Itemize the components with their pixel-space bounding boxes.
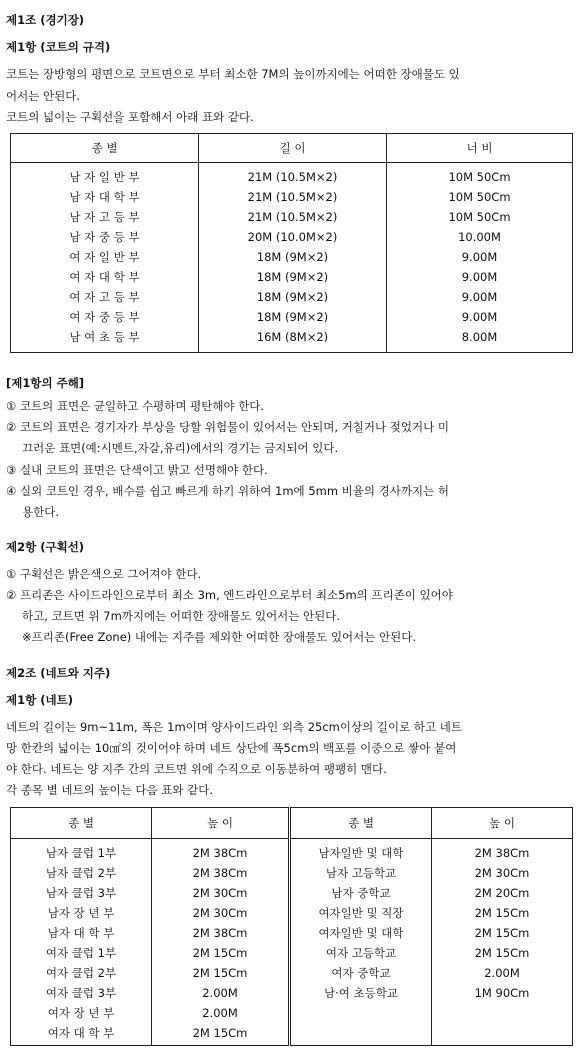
- table-header-cell: 종 별: [11, 134, 199, 163]
- table-cell: 2M 38Cm: [152, 923, 290, 943]
- table-body: [11, 163, 573, 353]
- table-cell: 남자 대 학 부: [11, 923, 152, 943]
- net-height-table: [10, 807, 573, 1046]
- table-cell: 여자 클럽 2부: [11, 963, 152, 983]
- table-cell: 여자 장 년 부: [11, 1003, 152, 1023]
- section2-line: ② 프리존은 사이드라인으로부터 최소 3m, 엔드라인으로부터 최소5m의 프리존이 있어야: [6, 588, 453, 602]
- table-cell: 10.00M: [458, 230, 501, 244]
- table-cell: 남·여 초등학교: [290, 983, 432, 1003]
- table-row: [11, 287, 573, 307]
- table-cell: 2M 15Cm: [152, 1023, 290, 1046]
- table-cell: 10M 50Cm: [448, 190, 511, 204]
- table-cell: 2M 30Cm: [152, 883, 290, 903]
- table-cell: 9.00M: [461, 250, 498, 264]
- table-cell: 2M 15Cm: [152, 943, 290, 963]
- table-cell: 남자일반 및 대학: [290, 839, 432, 864]
- table-row: [11, 903, 573, 923]
- table-header-row: [11, 808, 573, 839]
- table-row: [11, 163, 573, 188]
- table-cell: 남자 클럽 3부: [11, 883, 152, 903]
- table-cell: 2M 15Cm: [474, 926, 530, 940]
- section1-heading: 제1항 (코트의 규격): [6, 40, 111, 54]
- table-cell: 여 자 고 등 부: [11, 287, 199, 307]
- table-row: [11, 307, 573, 327]
- table-cell: 9.00M: [461, 290, 498, 304]
- paragraph-line: 코트의 넓이는 구획선을 포함해서 아래 표와 같다.: [6, 110, 254, 124]
- table-header-row: [11, 134, 573, 163]
- table-cell: 21M (10.5M×2): [199, 207, 387, 227]
- table-header-cell: 종 별: [290, 808, 432, 839]
- table-cell: 2M 15Cm: [474, 906, 530, 920]
- table-cell: 여자 고등학교: [290, 943, 432, 963]
- table-cell: 여자 중학교: [290, 963, 432, 983]
- net-paragraph-line: 각 종목 별 네트의 높이는 다음 표와 같다.: [6, 783, 213, 797]
- article1-heading: 제1조 (경기장): [6, 13, 85, 27]
- table-cell: 10M 50Cm: [448, 170, 511, 184]
- table-cell: 남 자 대 학 부: [11, 187, 199, 207]
- commentary-heading: [제1항의 주해]: [6, 376, 85, 390]
- section2-note: ※프리존(Free Zone) 내에는 지주를 제외한 어떠한 장애물도 있어서는 안된다.: [22, 630, 417, 644]
- table-cell: 여 자 중 등 부: [11, 307, 199, 327]
- table-row: [11, 983, 573, 1003]
- table-header-cell: 너 비: [387, 134, 573, 163]
- net-paragraph-line: 네트의 길이는 9m~11m, 폭은 1m이며 양사이드라인 외측 25cm이상의 길이로 하고 네트: [6, 720, 462, 734]
- table-cell: 9.00M: [461, 310, 498, 324]
- table-cell: 2M 30Cm: [474, 866, 530, 880]
- table-cell: [432, 1003, 573, 1023]
- table-cell: 여자일반 및 대학: [290, 923, 432, 943]
- table-row: [11, 267, 573, 287]
- commentary-line: ① 코트의 표면은 균일하고 수평하며 평탄해야 한다.: [6, 399, 265, 413]
- table-row: [11, 247, 573, 267]
- table-header-cell: 종 별: [11, 808, 152, 839]
- table-cell: 여 자 일 반 부: [11, 247, 199, 267]
- table-cell: 2.00M: [484, 966, 520, 980]
- table-cell: 남 여 초 등 부: [11, 327, 199, 353]
- table-cell: 18M (9M×2): [199, 247, 387, 267]
- net-paragraph-line: 망 한칸의 넓이는 10㎠의 것이어야 하며 네트 상단에 폭5cm의 백포를 이중으로 쌓아 붙여: [6, 741, 457, 755]
- table-cell: 남 자 중 등 부: [11, 227, 199, 247]
- table-cell: 2.00M: [152, 983, 290, 1003]
- commentary-line: ③ 실내 코트의 표면은 단색이고 밝고 선명해야 한다.: [6, 463, 268, 477]
- commentary-line: 용한다.: [22, 505, 59, 519]
- table-row: [11, 923, 573, 943]
- table-cell: 2M 15Cm: [152, 963, 290, 983]
- table-cell: 2M 15Cm: [474, 946, 530, 960]
- table-cell: 18M (9M×2): [199, 307, 387, 327]
- table-cell: 남 자 고 등 부: [11, 207, 199, 227]
- table-cell: 남자 고등학교: [290, 863, 432, 883]
- table-header-cell: 높 이: [152, 808, 290, 839]
- table-cell: 남자 중학교: [290, 883, 432, 903]
- table-cell: 여자 클럽 3부: [11, 983, 152, 1003]
- table-cell: 남자 클럽 1부: [11, 839, 152, 864]
- table-row: [11, 327, 573, 353]
- table-header-cell: 높 이: [432, 808, 573, 839]
- table-cell: 여자 대 학 부: [11, 1023, 152, 1046]
- table-row: [11, 1003, 573, 1023]
- table-cell: 여 자 대 학 부: [11, 267, 199, 287]
- net-section-heading: 제1항 (네트): [6, 693, 73, 707]
- table-cell: 21M (10.5M×2): [199, 187, 387, 207]
- table-row: [11, 883, 573, 903]
- commentary-line: 끄러운 표면(예:시멘트,자갈,유리)에서의 경기는 금지되어 있다.: [22, 441, 339, 455]
- section2-line: ① 구획선은 밝은색으로 그어져야 한다.: [6, 567, 202, 581]
- net-paragraph-line: 야 한다. 네트는 양 지주 간의 코트면 위에 수직으로 이동분하여 팽팽히 맨다.: [6, 762, 387, 776]
- table-cell: 남자 클럽 2부: [11, 863, 152, 883]
- table-cell: 21M (10.5M×2): [199, 163, 387, 188]
- table-cell: [432, 1023, 573, 1046]
- commentary-line: ② 코트의 표면은 경기자가 부상을 당할 위험물이 있어서는 안되며, 거칠거나 젖었거나 미: [6, 420, 449, 434]
- table-cell: 여자일반 및 직장: [290, 903, 432, 923]
- table-cell: 2M 38Cm: [152, 839, 290, 864]
- table-row: [11, 207, 573, 227]
- commentary-line: ④ 실외 코트인 경우, 배수를 쉽고 빠르게 하기 위하여 1m에 5mm 비율의 경사까지는 허: [6, 484, 449, 498]
- court-size-table: [10, 133, 573, 353]
- table-cell: 16M (8M×2): [199, 327, 387, 353]
- table-cell: 2.00M: [152, 1003, 290, 1023]
- article2-heading: 제2조 (네트와 지주): [6, 666, 111, 680]
- table-header-cell: 길 이: [199, 134, 387, 163]
- table-row: [11, 227, 573, 247]
- table-row: [11, 187, 573, 207]
- table-row: [11, 1023, 573, 1046]
- table-row: [11, 839, 573, 864]
- table-cell: 남자 장 년 부: [11, 903, 152, 923]
- table-cell: 2M 38Cm: [152, 863, 290, 883]
- paragraph-line: 어서는 안된다.: [6, 89, 80, 103]
- paragraph-line: 코트는 장방형의 평면으로 코트면으로 부터 최소한 7M의 높이까지에는 어떠한 장애물도 있: [6, 67, 460, 81]
- table-row: [11, 963, 573, 983]
- section2-line: 하고, 코트면 위 7m까지에는 어떠한 장애물도 있어서는 안된다.: [22, 609, 341, 623]
- table-cell: [290, 1003, 432, 1023]
- table-body: [11, 839, 573, 1046]
- table-cell: 20M (10.0M×2): [199, 227, 387, 247]
- table-cell: 남 자 일 반 부: [11, 163, 199, 188]
- table-cell: 9.00M: [461, 270, 498, 284]
- table-row: [11, 943, 573, 963]
- table-cell: 18M (9M×2): [199, 267, 387, 287]
- section2-heading: 제2항 (구획선): [6, 540, 85, 554]
- table-cell: 1M 90Cm: [474, 986, 530, 1000]
- table-cell: 18M (9M×2): [199, 287, 387, 307]
- table-cell: 2M 38Cm: [474, 846, 530, 860]
- table-cell: 여자 클럽 1부: [11, 943, 152, 963]
- table-cell: 8.00M: [461, 330, 498, 344]
- table-cell: 2M 20Cm: [474, 886, 530, 900]
- table-cell: [290, 1023, 432, 1046]
- table-row: [11, 863, 573, 883]
- table-cell: 2M 30Cm: [152, 903, 290, 923]
- table-cell: 10M 50Cm: [448, 210, 511, 224]
